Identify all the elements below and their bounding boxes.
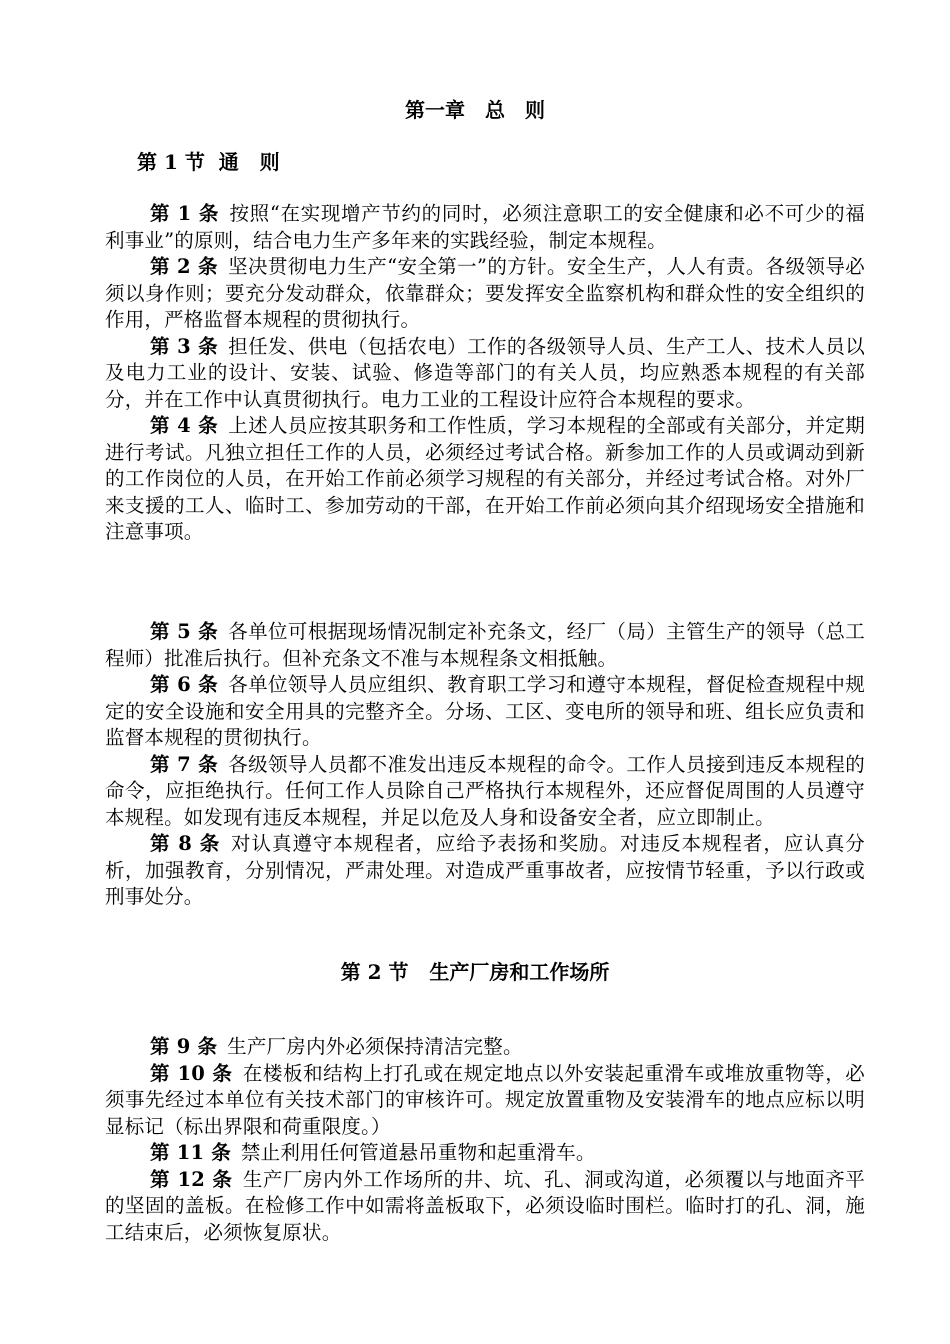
article-number: 第 11 条 <box>150 1141 231 1164</box>
article-text: 对认真遵守本规程者，应给予表扬和奖励。对违反本规程者，应认真分析，加强教育，分别情况，严肃处理。对造成严重事故者，应按情节轻重，予以行政或刑事处分。 <box>105 832 865 908</box>
article-number: 第 10 条 <box>150 1061 233 1085</box>
article <box>105 413 865 546</box>
article-number: 第 12 条 <box>150 1167 233 1191</box>
article-text: 各单位领导人员应组织、教育职工学习和遵守本规程，督促检查规程中规定的安全设施和安全用具的完整齐全。分场、工区、变电所的领导和班、组长应负责和监督本规程的贯彻执行。 <box>105 673 865 749</box>
article-text: 各单位可根据现场情况制定补充条文，经厂（局）主管生产的领导（总工程师）批准后执行。但补充条文不准与本规程条文相抵触。 <box>105 620 865 670</box>
article <box>105 831 865 911</box>
article-text: 担任发、供电（包括农电）工作的各级领导人员、生产工人、技术人员以及电力工业的设计、安装、试验、修造等部门的有关人员，均应熟悉本规程的有关部分，并在工作中认真贯彻执行。电力工业的工程设计应符合本规程的要求。 <box>105 334 865 411</box>
article-text: 生产厂房内外必须保持清洁完整。 <box>227 1035 523 1058</box>
article-number: 第 6 条 <box>150 673 218 696</box>
section2-articles <box>105 1034 865 1246</box>
section1-articles-b <box>105 619 865 911</box>
article <box>105 1167 865 1247</box>
article-text: 禁止利用任何管道悬吊重物和起重滑车。 <box>240 1141 596 1164</box>
article <box>105 254 865 334</box>
article <box>105 672 865 752</box>
article-text: 按照“在实现增产节约的同时，必须注意职工的安全健康和必不可少的福利事业”的原则，结合电力生产多年来的实践经验，制定本规程。 <box>105 202 865 252</box>
article <box>105 334 865 414</box>
article-text: 各级领导人员都不准发出违反本规程的命令。工作人员接到违反本规程的命令，应拒绝执行。任何工作人员除自己严格执行本规程外，还应督促周围的人员遵守本规程。如发现有违反本规程，并足以危及人身和设备安全者，应立即制止。 <box>105 752 865 829</box>
article-number: 第 8 条 <box>150 832 221 855</box>
article <box>105 1061 865 1141</box>
article <box>105 1034 865 1061</box>
article-number: 第 2 条 <box>150 255 218 278</box>
article-number: 第 5 条 <box>150 620 218 643</box>
article <box>105 201 865 254</box>
article-number: 第 1 条 <box>150 202 220 225</box>
article-number: 第 4 条 <box>150 414 218 437</box>
article-text: 在楼板和结构上打孔或在规定地点以外安装起重滑车或堆放重物等，必须事先经过本单位有关技术部门的审核许可。规定放置重物及安装滑车的地点应标以明显标记（标出界限和荷重限度。） <box>105 1061 865 1138</box>
section-title: 第 1 节 通 则 <box>137 150 280 174</box>
article-number: 第 3 条 <box>150 334 218 358</box>
article-number: 第 7 条 <box>150 752 218 776</box>
section-title: 第 2 节 生产厂房和工作场所 <box>340 960 610 984</box>
article <box>105 1140 865 1167</box>
article-text: 坚决贯彻电力生产“安全第一”的方针。安全生产，人人有责。各级领导必须以身作则；要充分发动群众，依靠群众；要发挥安全监察机构和群众性的安全组织的作用，严格监督本规程的贯彻执行。 <box>105 255 865 331</box>
article <box>105 752 865 832</box>
section1-articles-a <box>105 201 865 546</box>
article-text: 上述人员应按其职务和工作性质，学习本规程的全部或有关部分，并定期进行考试。凡独立担任工作的人员，必须经过考试合格。新参加工作的人员或调动到新的工作岗位的人员，在开始工作前必须学习规程的有关部分，并经过考试合格。对外厂来支援的工人、临时工、参加劳动的干部，在开始工作前必须向其介绍现场安全措施和注意事项。 <box>105 414 865 543</box>
chapter-title: 第一章 总 则 <box>405 98 545 122</box>
article-number: 第 9 条 <box>150 1035 218 1058</box>
article-text: 生产厂房内外工作场所的井、坑、孔、洞或沟道，必须覆以与地面齐平的坚固的盖板。在检修工作中如需将盖板取下，必须设临时围栏。临时打的孔、洞，施工结束后，必须恢复原状。 <box>105 1167 865 1244</box>
article <box>105 619 865 672</box>
